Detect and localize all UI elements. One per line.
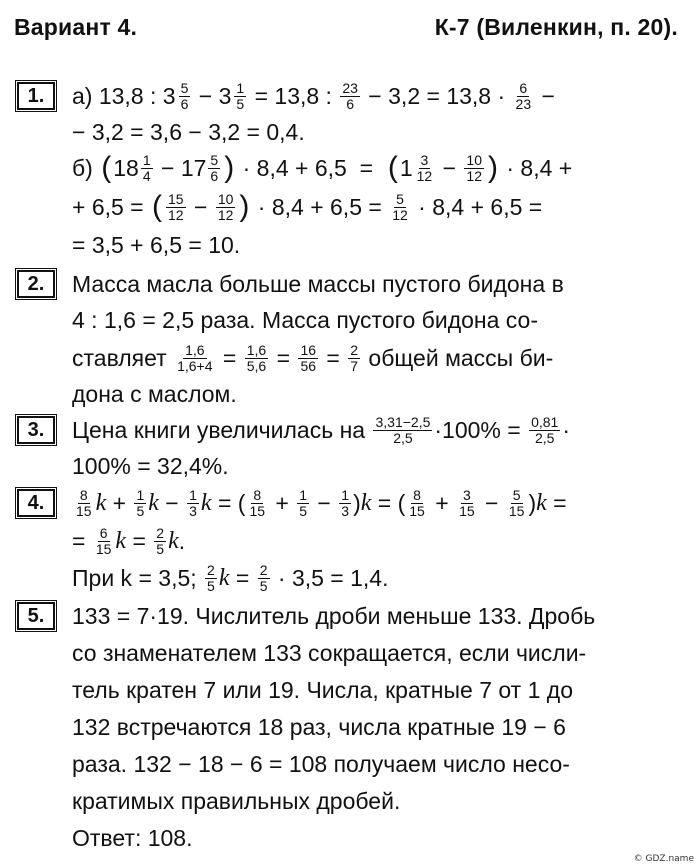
work-title: К-7 (Виленкин, п. 20). — [434, 14, 678, 40]
p5-line-4: 132 встречаются 18 раз, числа кратные 19 − 6 — [72, 714, 566, 740]
p2-line-3-start: ставляет — [72, 345, 167, 371]
p4-line-3: При k = 3,5; $\frac{2}{5}$ k = $\frac{2}{5}$ · 3,5 = 1,4. — [72, 561, 389, 594]
p2-line-3-end: общей массы би- — [368, 345, 554, 371]
p5-line-6: кратимых правильных дробей. — [72, 788, 401, 814]
watermark: © GDZ.name — [633, 854, 694, 864]
p3-line-1: Цена книги увеличилась на $\frac{3,31-2,5}{2,5}$ ·100% = $\frac{0,81}{2,5}$ · — [72, 413, 570, 446]
p4-line-1: $\frac{8}{15}$ k + $\frac{1}{5}$ k − $\frac{1}{3}$ k = ( $\frac{8}{15}$ + $\frac{1}{5}$ − $\frac{1}{3}$ ) k = ( $\frac{8}{15}$ + $\frac{3}{15}$ − $\frac{5}{15}$ ) k = — [76, 486, 567, 519]
problem-3-number: 3. — [17, 416, 55, 444]
p2-line-4: дона с маслом. — [72, 381, 237, 407]
p3-line-2: 100% = 32,4%. — [72, 453, 229, 479]
p5-line-5: раза. 132 − 18 − 6 = 108 получаем число несо- — [72, 751, 570, 777]
p5-line-2: со знаменателем 133 сокращается, если числи- — [72, 640, 587, 666]
variant-title: Вариант 4. — [14, 14, 138, 40]
problem-2-number: 2. — [17, 270, 55, 298]
problem-4-number: 4. — [17, 489, 55, 517]
p5-answer: Ответ: 108. — [72, 825, 193, 851]
p1-line-4: + 6,5 = ( $\frac{15}{12}$ − $\frac{10}{12}$ ) · 8,4 + 6,5 = $\frac{5}{12}$ · 8,4 + 6,5 = — [72, 190, 543, 223]
p5-line-1: 133 = 7·19. Числитель дроби меньше 133. Дробь — [72, 603, 596, 629]
p1-line-5: = 3,5 + 6,5 = 10. — [72, 232, 241, 258]
p1-line-1: а) 13,8 : 3 $\frac{5}{6}$ − 3 $\frac{1}{5}$ = 13,8 : $\frac{23}{6}$ − 3,2 = 13,8 · $\frac{6}{23}$ − — [72, 79, 555, 112]
problem-5-number: 5. — [17, 602, 55, 630]
p4-line-3-start: При k = 3,5; — [72, 565, 197, 591]
p5-line-3: тель кратен 7 или 19. Числа, кратные 7 от 1 до — [72, 677, 573, 703]
problem-1-number: 1. — [17, 82, 55, 110]
p4-line-2: = $\frac{6}{15}$ k = $\frac{2}{5}$ k . — [72, 524, 186, 557]
p2-line-2: 4 : 1,6 = 2,5 раза. Масса пустого бидона со- — [72, 307, 538, 333]
p2-line-1: Масса масла больше массы пустого бидона в — [72, 271, 564, 297]
p2-line-3: ставляет $\frac{1,6}{1,6+4}$ = $\frac{1,6}{5,6}$ = $\frac{16}{56}$ = $\frac{2}{7}$ общей массы би- — [72, 341, 554, 374]
p1-line-3: б) ( 18 $\frac{1}{4}$ − 17 $\frac{5}{6}$ ) · 8,4 + 6,5 = ( 1 $\frac{3}{12}$ − $\frac{10}{12}$ ) · 8,4 + — [72, 151, 573, 184]
p1-line-2: − 3,2 = 3,6 − 3,2 = 0,4. — [72, 119, 305, 145]
p3-line-1-start: Цена книги увеличилась на — [72, 417, 366, 443]
